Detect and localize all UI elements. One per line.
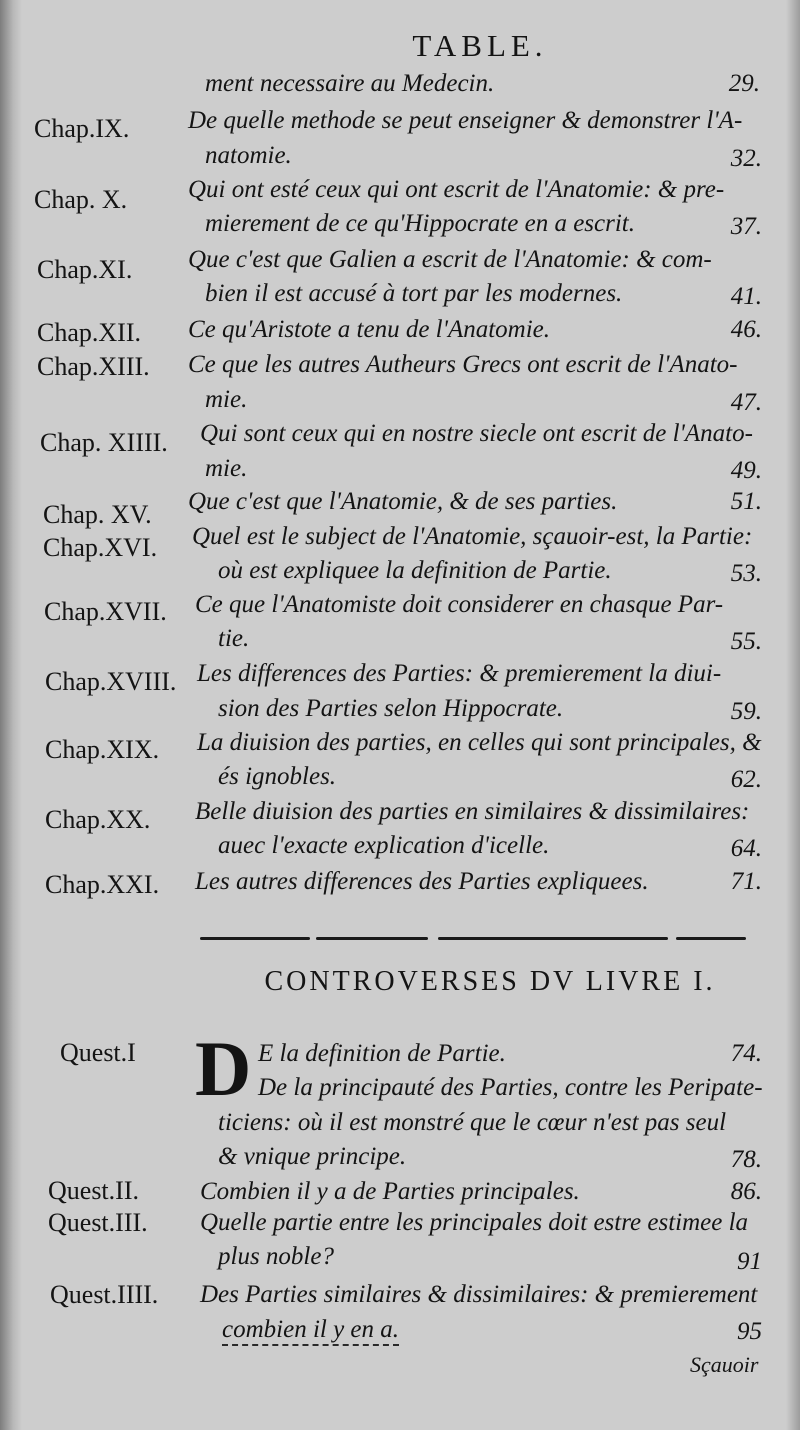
- page-number: 47.: [730, 389, 762, 416]
- page-number: 29.: [728, 70, 760, 97]
- entry-text: ment necessaire au Medecin.: [205, 70, 495, 97]
- chapter-label: Chap.XX.: [45, 805, 151, 834]
- entry-text: auec l'exacte explication d'icelle.: [218, 832, 550, 859]
- question-label: Quest.I: [60, 1038, 136, 1067]
- catchword: Sçauoir: [690, 1352, 759, 1377]
- page-number: 86.: [730, 1178, 762, 1205]
- section-heading: CONTROVERSES DV LIVRE I.: [264, 966, 716, 997]
- chapter-label: Chap. XV.: [43, 500, 152, 529]
- question-label: Quest.III.: [48, 1208, 148, 1237]
- entry-text: mie.: [205, 386, 248, 413]
- entry-text: où est expliquee la definition de Partie.: [218, 557, 612, 584]
- page-number: 91: [737, 1248, 762, 1275]
- chapter-label: Chap.XIII.: [37, 352, 150, 381]
- ornament-rule: [676, 937, 746, 940]
- entry-text: combien il y en a.: [222, 1316, 399, 1346]
- entry-text: Ce que l'Anatomiste doit considerer en chasque Par-: [195, 591, 724, 618]
- entry-text: mierement de ce qu'Hippocrate en a escrit.: [205, 210, 635, 237]
- entry-text: Qui ont esté ceux qui ont escrit de l'Anatomie: & pre-: [188, 176, 725, 203]
- chapter-label: Chap.XVII.: [44, 597, 167, 626]
- chapter-label: Chap.XIX.: [45, 735, 160, 764]
- entry-text: Quel est le subject de l'Anatomie, sçauoir-est, la Partie:: [192, 523, 753, 550]
- drop-cap: D: [195, 1025, 252, 1112]
- entry-text: Belle diuision des parties en similaires & dissimilaires:: [195, 798, 750, 825]
- page-number: 53.: [730, 560, 762, 587]
- entry-text: plus noble?: [218, 1243, 334, 1270]
- entry-text: Combien il y a de Parties principales.: [200, 1178, 580, 1205]
- page-header: TABLE.: [412, 28, 548, 63]
- page-number: 78.: [730, 1146, 762, 1173]
- page-number: 95: [737, 1318, 762, 1345]
- ornament-rule: [316, 937, 428, 940]
- entry-text: sion des Parties selon Hippocrate.: [218, 695, 564, 722]
- page-edge: [786, 0, 800, 1430]
- question-label: Quest.IIII.: [50, 1280, 159, 1309]
- spine-shadow: [0, 0, 22, 1430]
- chapter-label: Chap.IX.: [34, 114, 130, 143]
- page-number: 64.: [730, 835, 762, 862]
- entry-text: Que c'est que l'Anatomie, & de ses parties.: [188, 488, 618, 515]
- chapter-label: Chap.XI.: [37, 255, 133, 284]
- entry-text: Qui sont ceux qui en nostre siecle ont escrit de l'Anato-: [200, 420, 753, 447]
- page-number: 37.: [730, 213, 762, 240]
- entry-text: De quelle methode se peut enseigner & demonstrer l'A-: [188, 107, 743, 134]
- chapter-label: Chap. XIIII.: [40, 428, 168, 457]
- entry-text: ticiens: où il est monstré que le cœur n'est pas seul: [218, 1109, 727, 1136]
- chapter-label: Chap. X.: [34, 185, 128, 214]
- entry-text: & vnique principe.: [218, 1143, 407, 1170]
- entry-text: De la principauté des Parties, contre les Peripate-: [258, 1074, 763, 1101]
- chapter-label: Chap.XXI.: [45, 870, 160, 899]
- entry-text: Des Parties similaires & dissimilaires: & premierement: [200, 1281, 758, 1308]
- ornament-rule: [438, 937, 668, 940]
- chapter-label: Chap.XVIII.: [45, 667, 177, 696]
- page-number: 49.: [730, 457, 762, 484]
- entry-text: Les autres differences des Parties expliquees.: [195, 868, 649, 895]
- entry-text: Ce qu'Aristote a tenu de l'Anatomie.: [188, 316, 551, 343]
- page-number: 55.: [730, 628, 762, 655]
- entry-text: mie.: [205, 455, 248, 482]
- page-number: 74.: [730, 1040, 762, 1067]
- page-number: 46.: [730, 316, 762, 343]
- entry-text: Quelle partie entre les principales doit estre estimee la: [200, 1209, 749, 1236]
- entry-text: Les differences des Parties: & premierement la diui-: [197, 660, 722, 687]
- entry-text: tie.: [218, 625, 250, 652]
- entry-text: Que c'est que Galien a escrit de l'Anatomie: & com-: [188, 246, 712, 273]
- ornament-rule: [200, 937, 310, 940]
- entry-text: La diuision des parties, en celles qui sont principales, &: [197, 729, 762, 756]
- page-number: 51.: [730, 488, 762, 515]
- entry-text: és ignobles.: [218, 763, 337, 790]
- chapter-label: Chap.XII.: [37, 318, 141, 347]
- page-number: 41.: [730, 283, 762, 310]
- page-number: 32.: [730, 145, 762, 172]
- chapter-label: Chap.XVI.: [43, 533, 158, 562]
- page-number: 62.: [730, 766, 762, 793]
- entry-text: Ce que les autres Autheurs Grecs ont escrit de l'Anato-: [188, 351, 738, 378]
- entry-text: E la definition de Partie.: [258, 1040, 506, 1067]
- question-label: Quest.II.: [48, 1176, 139, 1205]
- page-number: 71.: [730, 868, 762, 895]
- entry-text: natomie.: [205, 142, 292, 169]
- page-number: 59.: [730, 698, 762, 725]
- entry-text: bien il est accusé à tort par les modernes.: [205, 280, 623, 307]
